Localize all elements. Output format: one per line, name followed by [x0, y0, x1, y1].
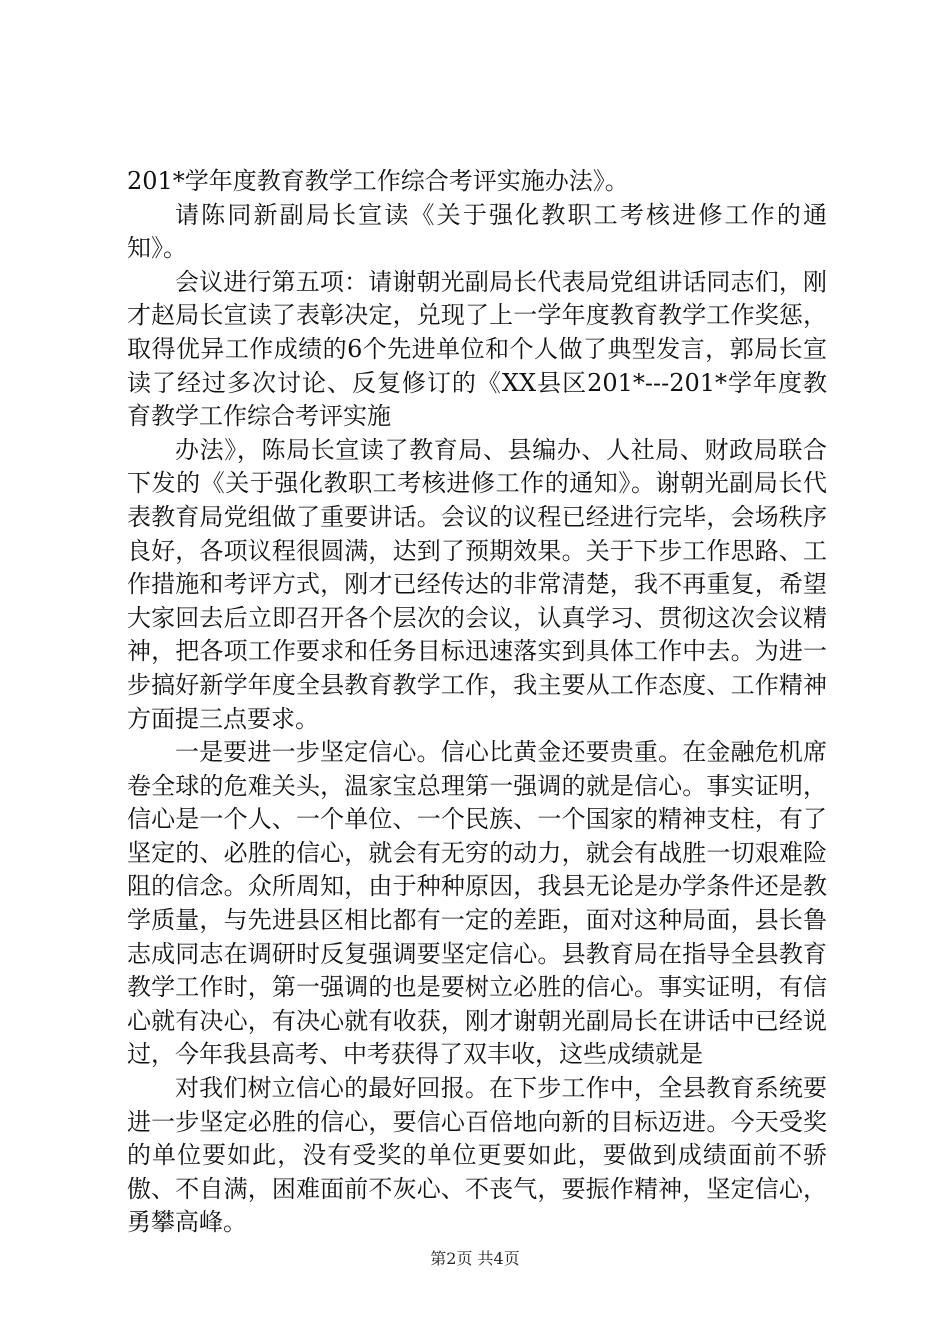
page-number-footer: 第2页 共4页 — [430, 1249, 520, 1268]
paragraph-notice-reading: 请陈同新副局长宣读《关于强化教职工考核进修工作的通知》。 — [127, 200, 827, 263]
paragraph-confidence: 一是要进一步坚定信心。信心比黄金还要贵重。在金融危机席卷全球的危难关头，温家宝总理第一强调的就是信心。事实证明，信心是一个人、一个单位、一个民族、一个国家的精神支柱，有了坚定的、必胜的信心，就会有无穷的动力，就会有战胜一切艰难险阻的信念。众所周知，由于种种原因，我县无论是办学条件还是教学质量，与先进县区相比都有一定的差距，面对这种局面，县长鲁志成同志在调研时反复强调要坚定信心。县教育局在指导全县教育教学工作时，第一强调的也是要树立必胜的信心。事实证明，有信心就有决心，有决心就有收获，刚才谢朝光副局长在讲话中已经说过，今年我县高考、中考获得了双丰收，这些成绩就是 — [127, 738, 827, 1069]
document-body — [127, 165, 827, 1240]
paragraph-confidence-continued: 对我们树立信心的最好回报。在下步工作中，全县教育系统要进一步坚定必胜的信心，要信心百倍地向新的目标迈进。今天受奖的单位要如此，没有受奖的单位更要如此，要做到成绩面前不骄傲、不自满，困难面前不灰心、不丧气，要振作精神，坚定信心，勇攀高峰。 — [127, 1074, 827, 1237]
paragraph-meeting-summary: 办法》，陈局长宣读了教育局、县编办、人社局、财政局联合下发的《关于强化教职工考核进修工作的通知》。谢朝光副局长代表教育局党组做了重要讲话。会议的议程已经进行完毕，会场秩序良好，各项议程很圆满，达到了预期效果。关于下步工作思路、工作措施和考评方式，刚才已经传达的非常清楚，我不再重复，希望大家回去后立即召开各个层次的会议，认真学习、贯彻这次会议精神，把各项工作要求和任务目标迅速落实到具体工作中去。为进一步搞好新学年度全县教育教学工作，我主要从工作态度、工作精神方面提三点要求。 — [127, 435, 827, 733]
paragraph-agenda-item-five: 会议进行第五项：请谢朝光副局长代表局党组讲话同志们，刚才赵局长宣读了表彰决定，兑现了上一学年度教育教学工作奖惩，取得优异工作成绩的6个先进单位和个人做了典型发言，郭局长宣读了经过多次讨论、反复修订的《XX县区201*---201*学年度教育教学工作综合考评实施 — [127, 267, 827, 431]
paragraph-continuation: 201*学年度教育教学工作综合考评实施办法》。 — [127, 167, 629, 195]
